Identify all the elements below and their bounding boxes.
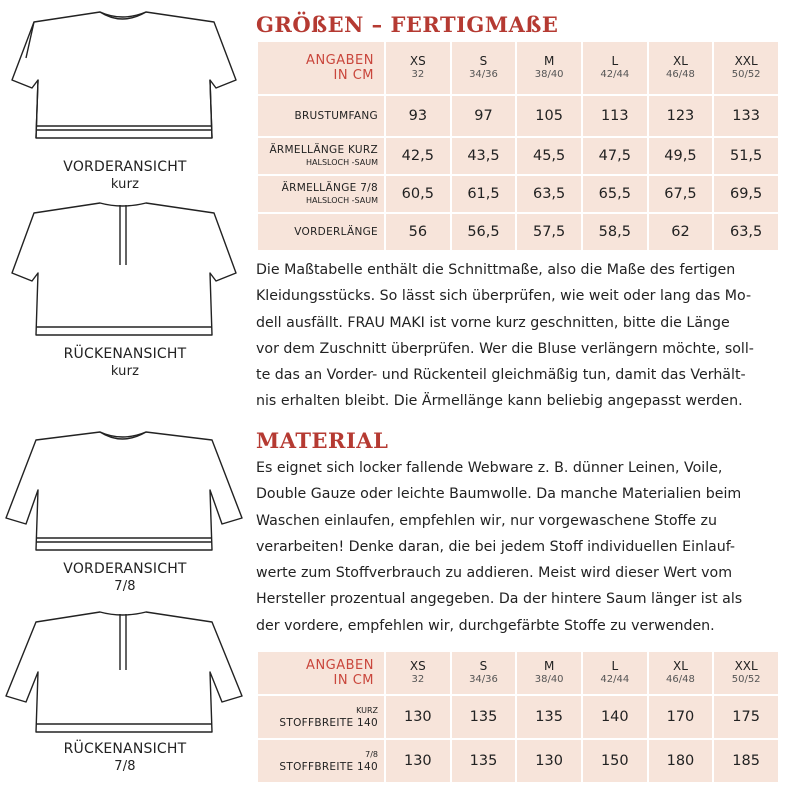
row-label: 7/8 STOFFBREITE 140 (257, 739, 385, 783)
table-cell: 42,5 (385, 137, 451, 175)
table-cell: 113 (582, 95, 648, 137)
table-cell: 130 (385, 739, 451, 783)
text-line: nis erhalten bleibt. Die Ärmellänge kann beliebig angepasst werden. (256, 393, 743, 410)
back-short-caption: RÜCKENANSICHT kurz (63, 346, 187, 379)
row-label: KURZ STOFFBREITE 140 (257, 695, 385, 739)
size-col-s: S 34/36 (451, 651, 517, 695)
text-line: te das an Vorder- und Rückenteil gleichmäßig tun, damit das Verhält- (256, 367, 746, 384)
sizes-paragraph (256, 257, 780, 415)
table-row (257, 739, 779, 783)
text-line: dell ausfällt. FRAU MAKI ist vorne kurz geschnitten, bitte die Länge (256, 314, 730, 331)
size-col-xs: XS 32 (385, 41, 451, 95)
text-line: der vordere, empfehlen wir, durchgefärbte Stoffe zu verwenden. (256, 617, 715, 634)
row-label: BRUSTUMFANG (257, 95, 385, 137)
text-line: Es eignet sich locker fallende Webware z. B. dünner Leinen, Voile, (256, 460, 723, 476)
table-cell: 93 (385, 95, 451, 137)
table-cell: 140 (582, 695, 648, 739)
table-cell: 63,5 (713, 213, 779, 251)
front-view-short (0, 0, 250, 200)
front-view-78 (0, 410, 250, 610)
table-cell: 65,5 (582, 175, 648, 213)
table-cell: 130 (385, 695, 451, 739)
table-cell: 175 (713, 695, 779, 739)
size-col-l: L 42/44 (582, 651, 648, 695)
size-col-m: M 38/40 (516, 651, 582, 695)
table-row (257, 213, 779, 251)
back-78-caption: RÜCKENANSICHT 7/8 (63, 741, 187, 774)
front-78-caption: VORDERANSICHT 7/8 (63, 561, 187, 594)
size-col-l: L 42/44 (582, 41, 648, 95)
material-header-label: ANGABEN IN CM (257, 651, 385, 695)
table-cell: 97 (451, 95, 517, 137)
garment-views (0, 0, 250, 792)
row-label: ÄRMELLÄNGE KURZ HALSLOCH -SAUM (257, 137, 385, 175)
table-cell: 56,5 (451, 213, 517, 251)
material-table-header (257, 651, 779, 695)
table-cell: 69,5 (713, 175, 779, 213)
table-cell: 62 (648, 213, 714, 251)
table-cell: 56 (385, 213, 451, 251)
text-line: vor dem Zuschnitt überprüfen. Wer die Bluse verlängern möchte, soll- (256, 340, 754, 357)
table-cell: 133 (713, 95, 779, 137)
table-cell: 49,5 (648, 137, 714, 175)
table-cell: 60,5 (385, 175, 451, 213)
size-col-xs: XS 32 (385, 651, 451, 695)
row-label: VORDERLÄNGE (257, 213, 385, 251)
sizes-table (256, 40, 780, 252)
table-row (257, 695, 779, 739)
table-cell: 47,5 (582, 137, 648, 175)
text-line: Waschen einlaufen, empfehlen wir, nur vorgewaschene Stoffe zu (256, 512, 717, 529)
text-line: Hersteller prozentual angegeben. Da der hintere Saum länger ist als (256, 591, 743, 608)
table-cell: 170 (648, 695, 714, 739)
text-line: Double Gauze oder leichte Baumwolle. Da manche Materialien beim (256, 486, 742, 503)
table-cell: 58,5 (582, 213, 648, 251)
size-col-xl: XL 46/48 (648, 651, 714, 695)
table-cell: 135 (451, 739, 517, 783)
table-cell: 67,5 (648, 175, 714, 213)
table-row (257, 95, 779, 137)
table-cell: 135 (451, 695, 517, 739)
table-cell: 185 (713, 739, 779, 783)
material-heading: MATERIAL (256, 428, 389, 453)
table-cell: 180 (648, 739, 714, 783)
back-short-drawing (0, 195, 250, 345)
table-cell: 61,5 (451, 175, 517, 213)
text-line: Die Maßtabelle enthält die Schnittmaße, also die Maße des fertigen (256, 262, 736, 278)
back-78-drawing (0, 600, 250, 740)
text-line: werte zum Stoffverbrauch zu addieren. Meist wird dieser Wert vom (256, 565, 733, 582)
table-cell: 105 (516, 95, 582, 137)
text-line: Kleidungsstücks. So lässt sich überprüfen, wie weit oder lang das Mo- (256, 288, 752, 305)
size-col-m: M 38/40 (516, 41, 582, 95)
material-table (256, 650, 780, 784)
table-cell: 45,5 (516, 137, 582, 175)
sizes-table-header (257, 41, 779, 95)
sizes-header-label: ANGABEN IN CM (257, 41, 385, 95)
size-col-xxl: XXL 50/52 (713, 651, 779, 695)
table-row (257, 137, 779, 175)
back-view-78 (0, 600, 250, 792)
back-view-short (0, 195, 250, 395)
text-line: verarbeiten! Denke daran, die bei jedem Stoff individuellen Einlauf- (256, 538, 736, 555)
sizes-heading: GRÖßEN – FERTIGMAßE (256, 12, 559, 37)
table-cell: 135 (516, 695, 582, 739)
table-cell: 63,5 (516, 175, 582, 213)
table-cell: 150 (582, 739, 648, 783)
table-row (257, 175, 779, 213)
table-cell: 123 (648, 95, 714, 137)
table-cell: 130 (516, 739, 582, 783)
size-col-s: S 34/36 (451, 41, 517, 95)
row-label: ÄRMELLÄNGE 7/8 HALSLOCH -SAUM (257, 175, 385, 213)
front-short-caption: VORDERANSICHT kurz (63, 159, 187, 192)
front-short-drawing (0, 0, 250, 160)
table-cell: 57,5 (516, 213, 582, 251)
size-col-xl: XL 46/48 (648, 41, 714, 95)
size-col-xxl: XXL 50/52 (713, 41, 779, 95)
table-cell: 51,5 (713, 137, 779, 175)
table-cell: 43,5 (451, 137, 517, 175)
material-paragraph (256, 455, 780, 639)
front-78-drawing (0, 410, 250, 560)
